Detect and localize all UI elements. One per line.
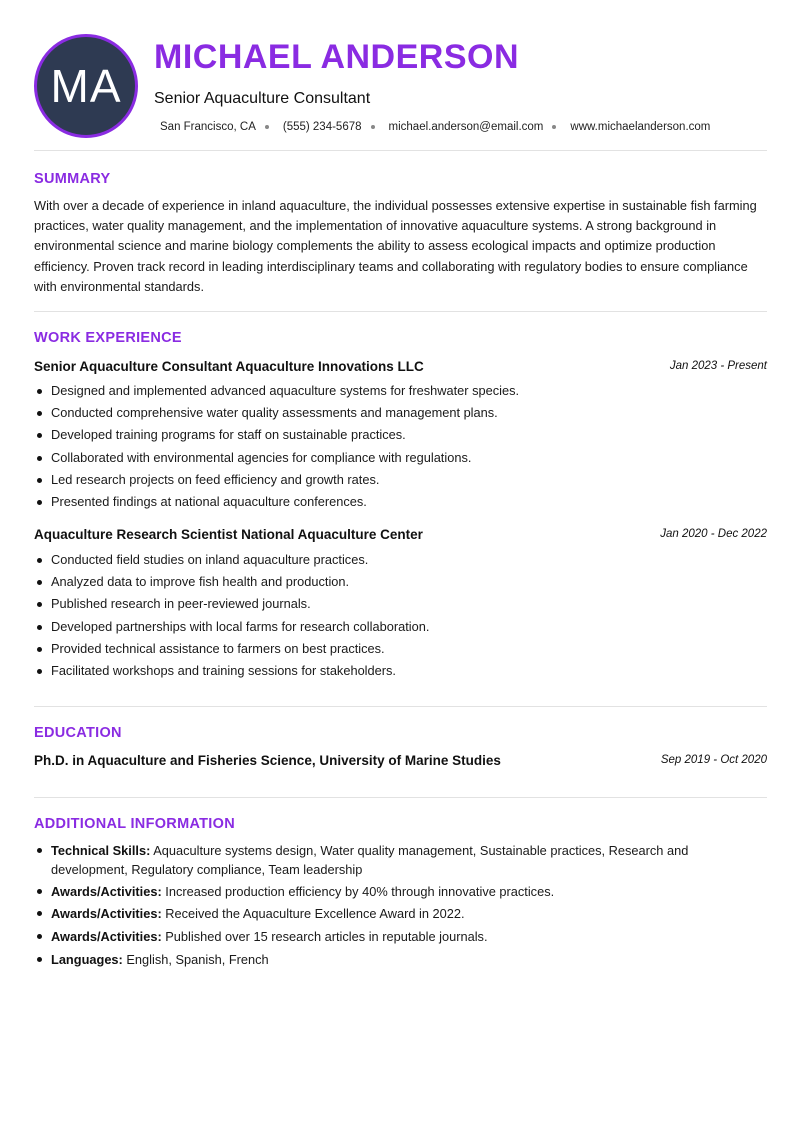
separator-dot-icon bbox=[371, 125, 375, 129]
list-item: Provided technical assistance to farmers on best practices. bbox=[34, 638, 767, 660]
list-item bbox=[34, 927, 767, 946]
resume-header bbox=[34, 34, 767, 140]
list-item: Collaborated with environmental agencies for compliance with regulations. bbox=[34, 447, 767, 469]
info-label: Awards/Activities: bbox=[51, 906, 162, 922]
info-label: Languages: bbox=[51, 951, 123, 967]
list-item bbox=[34, 950, 767, 969]
contact-website[interactable]: www.michaelanderson.com bbox=[570, 121, 711, 133]
section-heading-additional: ADDITIONAL INFORMATION bbox=[34, 816, 235, 832]
list-item bbox=[34, 841, 767, 879]
contact-info bbox=[160, 121, 710, 133]
contact-phone: (555) 234-5678 bbox=[282, 121, 362, 133]
candidate-title: Senior Aquaculture Consultant bbox=[154, 90, 371, 107]
divider bbox=[34, 797, 767, 798]
job-bullet-list bbox=[34, 380, 767, 513]
avatar bbox=[34, 34, 138, 138]
job-title: Aquaculture Research Scientist National Aquaculture Center bbox=[34, 527, 423, 542]
section-heading-education: EDUCATION bbox=[34, 725, 122, 741]
divider bbox=[34, 311, 767, 312]
contact-email[interactable]: michael.anderson@email.com bbox=[388, 121, 544, 133]
separator-dot-icon bbox=[552, 125, 556, 129]
list-item: Developed training programs for staff on sustainable practices. bbox=[34, 424, 767, 446]
list-item: Presented findings at national aquaculture conferences. bbox=[34, 491, 767, 513]
info-text: Increased production efficiency by 40% through innovative practices. bbox=[161, 884, 555, 900]
info-text: Received the Aquaculture Excellence Award in 2022. bbox=[161, 906, 465, 922]
info-label: Awards/Activities: bbox=[51, 928, 162, 944]
job-header bbox=[34, 359, 767, 377]
list-item bbox=[34, 904, 767, 923]
divider bbox=[34, 150, 767, 151]
info-text: English, Spanish, French bbox=[122, 951, 269, 967]
list-item: Conducted field studies on inland aquaculture practices. bbox=[34, 549, 767, 571]
contact-location: San Francisco, CA bbox=[160, 121, 256, 133]
job-dates: Jan 2020 - Dec 2022 bbox=[660, 528, 767, 540]
section-heading-experience: WORK EXPERIENCE bbox=[34, 330, 182, 346]
divider bbox=[34, 706, 767, 707]
list-item: Analyzed data to improve fish health and production. bbox=[34, 571, 767, 593]
list-item: Developed partnerships with local farms for research collaboration. bbox=[34, 616, 767, 638]
separator-dot-icon bbox=[265, 125, 269, 129]
education-degree: Ph.D. in Aquaculture and Fisheries Science, University of Marine Studies bbox=[34, 753, 501, 768]
info-label: Awards/Activities: bbox=[51, 884, 162, 900]
job-dates: Jan 2023 - Present bbox=[669, 360, 767, 372]
education-dates: Sep 2019 - Oct 2020 bbox=[660, 754, 767, 766]
list-item: Designed and implemented advanced aquaculture systems for freshwater species. bbox=[34, 380, 767, 402]
candidate-name: MICHAEL ANDERSON bbox=[154, 38, 520, 76]
list-item bbox=[34, 882, 767, 901]
additional-info-list bbox=[34, 841, 767, 972]
list-item: Published research in peer-reviewed journals. bbox=[34, 593, 767, 615]
info-text: Aquaculture systems design, Water quality management, Sustainable practices, Research and development, Regulatory compliance, Team leadership bbox=[51, 843, 689, 877]
education-entry bbox=[34, 753, 767, 771]
summary-text: With over a decade of experience in inland aquaculture, the individual possesses extensive expertise in sustainable fish farming practices, water quality management, and the implementation of innovative aquaculture systems. A strong background in environmental science and marine biology complements the ability to assess ecological impacts and optimize production efficiency. Proven track record in leading interdisciplinary teams and collaborating with regulatory bodies to ensure compliance with environmental standards. bbox=[34, 198, 757, 294]
avatar-initials: MA bbox=[50, 60, 122, 112]
list-item: Conducted comprehensive water quality assessments and management plans. bbox=[34, 402, 767, 424]
section-heading-summary: SUMMARY bbox=[34, 171, 111, 187]
job-title: Senior Aquaculture Consultant Aquaculture Innovations LLC bbox=[34, 359, 424, 374]
list-item: Facilitated workshops and training sessions for stakeholders. bbox=[34, 660, 767, 682]
job-bullet-list bbox=[34, 549, 767, 682]
info-text: Published over 15 research articles in reputable journals. bbox=[161, 928, 488, 944]
job-header bbox=[34, 527, 767, 545]
info-label: Technical Skills: bbox=[51, 843, 151, 858]
list-item: Led research projects on feed efficiency and growth rates. bbox=[34, 469, 767, 491]
